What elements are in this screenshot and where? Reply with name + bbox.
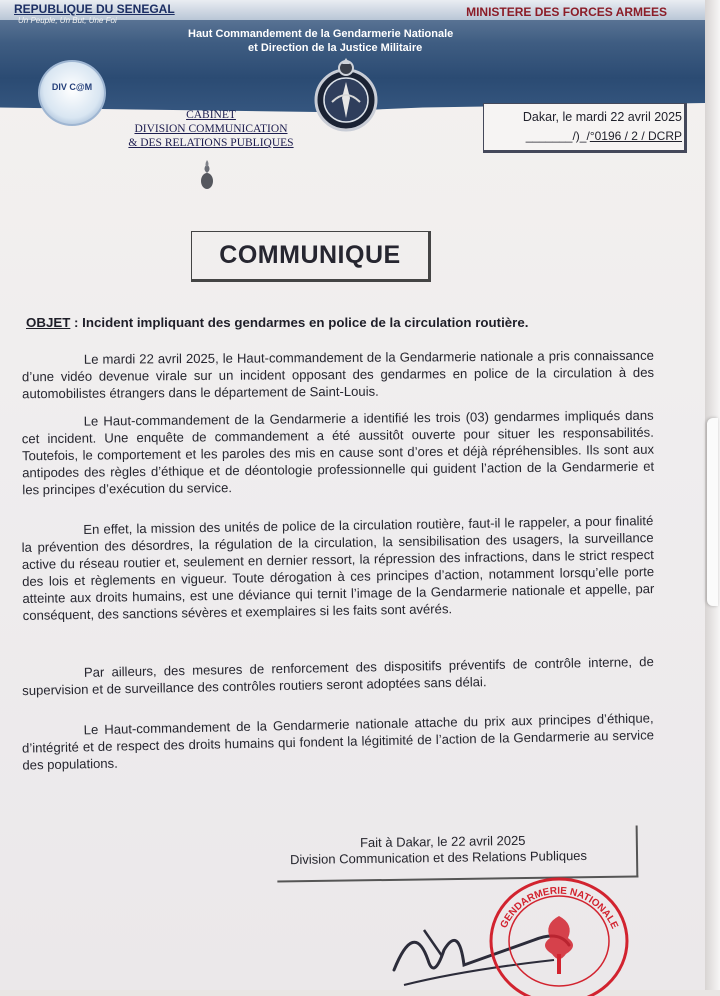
subject-line — [26, 315, 528, 330]
subject-text: : Incident impliquant des gendarmes en police de la circulation routière. — [70, 315, 529, 330]
grenade-icon — [199, 160, 215, 190]
cabinet-block — [118, 108, 304, 150]
paragraph-2: Le Haut-commandement de la Gendarmerie a identifié les trois (03) gendarmes impliqués dans cet incident. Une enquête de commandement a été aussitôt ouverte pour situer les responsabilités. Toutefois, le comportement et les paroles des mis en cause sont d’ores et déjà répréhensibles. Ils sont aux antipodes des règles d’éthique et de déontologie professionnelle qui guident l’action de la Gendarmerie et les principes d’exécution du service. — [21, 407, 655, 498]
paragraph-4: Par ailleurs, des mesures de renforcement des dispositifs préventifs de contrôle interne, de supervision et de surveillance des contrôles routiers seront adoptées sans délai. — [22, 653, 654, 699]
command-line-2: et Direction de la Justice Militaire — [248, 42, 423, 54]
document-title: COMMUNIQUE — [219, 241, 401, 269]
gendarmerie-emblem-icon — [312, 58, 380, 134]
reference-prefix: _______/)_/ — [525, 129, 590, 143]
closing-place-date: Fait à Dakar, le 22 avril 2025 — [359, 832, 526, 851]
title-box — [191, 231, 431, 282]
subject-label: OBJET — [26, 315, 71, 330]
paragraph-1: Le mardi 22 avril 2025, le Haut-commandement de la Gendarmerie nationale a pris connaissance d’une vidéo devenue virale sur un incident opposant des gendarmes en police de la circulation à des automobilistes étrangers dans le département de Saint-Louis. — [21, 347, 655, 402]
republic-name: REPUBLIQUE DU SENEGAL — [14, 2, 175, 16]
official-stamp — [484, 866, 634, 996]
closing-division: Division Communication et des Relations Publiques — [289, 847, 588, 868]
reference-number — [492, 129, 682, 143]
scroll-handle[interactable] — [707, 418, 718, 606]
command-line-1: Haut Commandement de la Gendarmerie Nationale — [188, 28, 454, 40]
division-logo-text: DIV C@M — [51, 82, 93, 92]
cabinet-label: CABINET — [186, 109, 236, 121]
division-label-line2: & DES RELATIONS PUBLIQUES — [128, 137, 294, 149]
ministry-name: MINISTERE DES FORCES ARMEES — [466, 5, 667, 19]
paragraph-3: En effet, la mission des unités de police de la circulation routière, faut-il le rappeler, a pour finalité la prévention des désordres, la régulation de la circulation, la sensibilisation des usagers, la surveillance active du réseau routier et, seulement en dernier ressort, la répression des infractions, dans le strict respect des lois et règlements en vigueur. Toute dérogation à ces principes d’action, notamment lorsqu’elle porte atteinte aux droits humains, est une déviance qui ternit l’image de la Gendarmerie nationale et appelle, par conséquent, des sanctions sévères et exemplaires si les faits sont avérés. — [21, 513, 655, 623]
national-motto: Un Peuple, Un But, Une Foi — [18, 16, 117, 25]
stamp-text: GENDARMERIE NATIONALE — [498, 885, 620, 931]
paragraph-5: Le Haut-commandement de la Gendarmerie nationale attache du prix aux principes d’éthique, d’intégrité et de respect des droits humains qui fondent la légitimité de l’action de la Gendarmerie au service des populations. — [21, 710, 655, 773]
date-reference-box — [483, 103, 687, 153]
division-label-line1: DIVISION COMMUNICATION — [134, 123, 288, 135]
issue-date: Dakar, le mardi 22 avril 2025 — [522, 110, 682, 124]
division-logo — [38, 60, 106, 126]
reference-code: °0196 / 2 / DCRP — [589, 129, 682, 143]
